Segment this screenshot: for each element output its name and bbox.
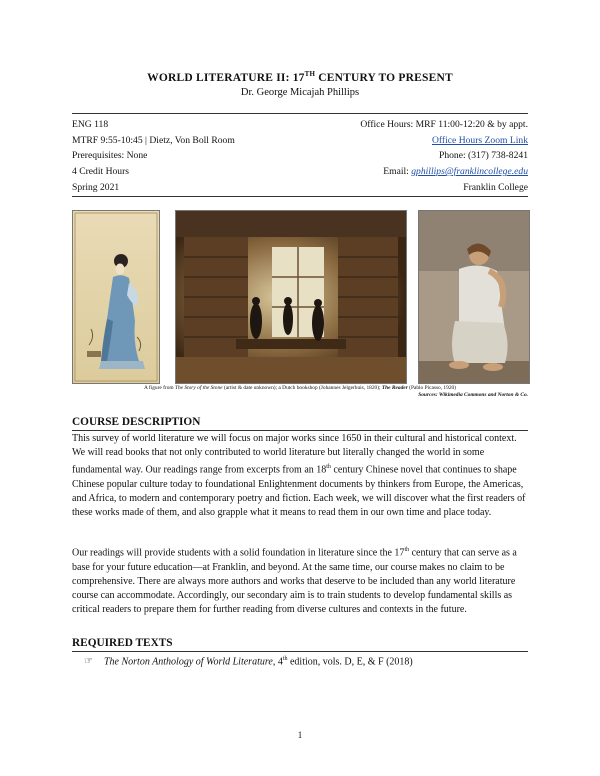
pointing-hand-icon: ☞	[84, 656, 93, 668]
prerequisites: Prerequisites: None	[72, 150, 148, 162]
texts-rule	[72, 651, 528, 652]
course-info-left	[72, 117, 235, 196]
instructor-name: Dr. George Micajah Phillips	[240, 87, 360, 98]
course-title: WORLD LITERATURE II: 17TH CENTURY TO PRESENT	[147, 70, 453, 84]
meeting-time: MTRF 9:55-10:45 | Dietz, Von Boll Room	[72, 134, 235, 146]
required-texts-heading: REQUIRED TEXTS	[72, 637, 173, 649]
course-code: ENG 118	[72, 119, 109, 130]
email-link[interactable]: gphillips@franklincollege.edu	[411, 166, 528, 178]
description-paragraph-2: Our readings will provide students with a solid foundation in literature since the 17th century that can serve as a base for your future education—at Franklin, and beyond. At the same time, our course makes no claim to be comprehensive. There are always more authors and works that deserve to be included than any world literature course can accommodate. Accordingly, our secondary aim is to train students to develop fundamental skills as critical readers to prepare them for further reading from diverse cultures and contexts in the future.	[72, 547, 517, 616]
picasso-reader-painting	[418, 210, 530, 384]
course-info-right	[360, 117, 528, 196]
zoom-link[interactable]: Office Hours Zoom Link	[431, 134, 528, 146]
course-description-heading: COURSE DESCRIPTION	[72, 416, 201, 428]
chinese-figure-painting	[72, 210, 160, 384]
office-hours: Office Hours: MRF 11:00-12:20 & by appt.	[360, 119, 528, 130]
description-rule	[72, 430, 528, 431]
phone: Phone: (317) 738-8241	[439, 150, 528, 162]
image-sources: Sources: Wikimedia Commons and Norton & Co.	[418, 392, 528, 398]
college-name: Franklin College	[463, 181, 528, 193]
credit-hours: 4 Credit Hours	[72, 166, 130, 178]
email-row: Email: gphillips@franklincollege.edu	[383, 166, 528, 178]
page-number: 1	[297, 730, 303, 740]
term: Spring 2021	[72, 181, 120, 193]
top-rule	[72, 113, 528, 114]
description-paragraph-1: This survey of world literature we will focus on major works since 1650 in their cultural and historical context. We will read books that not only contributed to world literature but literally changed the world in some fundamental way. Our readings range from excerpts from an 18th century Chinese novel that continues to shape Chinese popular culture today to foundational Enlightenment documents by thinkers from Europe, the Americas, and Africa, to modern and contemporary poetry and fiction. Each week, we will discover what the first readers of these works made of them, and also grapple what it means to read them in our own time and place today.	[72, 433, 526, 519]
required-text-item: ☞ The Norton Anthology of World Literature, 4th edition, vols. D, E, & F (2018)	[84, 656, 413, 668]
info-bottom-rule	[72, 196, 528, 197]
image-caption: A figure from The Story of the Stone (artist & date unknown); a Dutch bookshop (Johannes Jelgerhuis, 1820); The Reader (Pablo Picasso, 1920) Sources: Wikimedia Commons and Norton & Co.	[143, 385, 528, 398]
dutch-bookshop-painting	[175, 210, 407, 384]
